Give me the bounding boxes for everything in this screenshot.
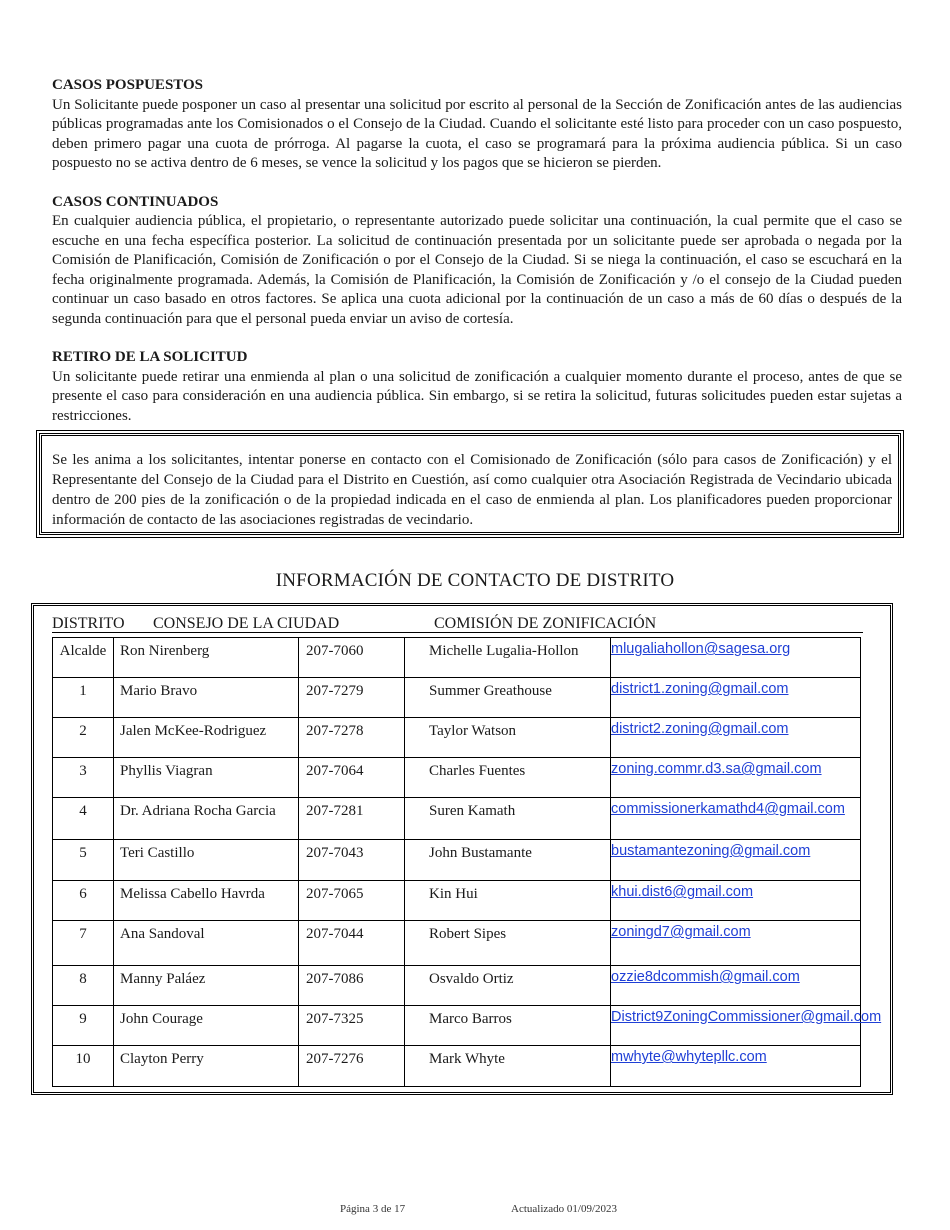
phone-cell: 207-7044	[299, 921, 405, 966]
district-cell: 6	[53, 881, 114, 921]
section-body: Un Solicitante puede posponer un caso al presentar una solicitud por escrito al personal de la Sección de Zonificación antes de las audiencias públicas programadas ante los Comisionados o el Consejo de la Ciudad. Cuando el solicitante esté listo para proceder con un caso pospuesto, deben primero pagar una cuota de prórroga. Al pagarse la cuota, el caso se programará para la próxima audiencia pública. Si un caso pospuesto no se activa dentro de 6 meses, se vence la solicitud y los pagos que se hicieron se pierden.	[52, 96, 902, 171]
commissioner-cell: Suren Kamath	[405, 798, 611, 840]
commissioner-cell: John Bustamante	[405, 840, 611, 881]
district-cell: 10	[53, 1046, 114, 1087]
commissioner-cell: Taylor Watson	[405, 718, 611, 758]
page-number: Página 3 de 17	[340, 1203, 406, 1215]
email-cell	[611, 1006, 882, 1046]
email-cell	[611, 966, 861, 1006]
table-row	[53, 921, 861, 966]
district-cell: 5	[53, 840, 114, 881]
council-member-cell: Dr. Adriana Rocha Garcia	[114, 798, 299, 840]
commissioner-cell: Summer Greathouse	[405, 678, 611, 718]
district-cell: 3	[53, 758, 114, 798]
table-row	[53, 678, 861, 718]
column-header-council: CONSEJO DE LA CIUDAD	[153, 615, 340, 632]
table-row	[53, 718, 861, 758]
phone-cell: 207-7276	[299, 1046, 405, 1087]
section-continued	[52, 193, 902, 330]
email-link[interactable]: District9ZoningCommissioner@gmail.com	[611, 1009, 882, 1025]
district-cell: 2	[53, 718, 114, 758]
table-row	[53, 966, 861, 1006]
council-member-cell: John Courage	[114, 1006, 299, 1046]
email-cell	[611, 881, 861, 921]
email-link[interactable]: bustamantezoning@gmail.com	[611, 843, 811, 859]
email-link[interactable]: ozzie8dcommish@gmail.com	[611, 969, 800, 985]
section-body: Un solicitante puede retirar una enmienda al plan o una solicitud de zonificación a cualquier momento durante el proceso, antes de que se presente el caso para consideración en una audiencia pública. Sin embargo, si se retira la solicitud, futuras solicitudes pueden estar sujetas a restricciones.	[52, 368, 902, 424]
council-member-cell: Melissa Cabello Havrda	[114, 881, 299, 921]
email-link[interactable]: zoning.commr.d3.sa@gmail.com	[611, 761, 822, 777]
email-link[interactable]: zoningd7@gmail.com	[611, 924, 751, 940]
section-body: En cualquier audiencia pública, el propietario, o representante autorizado puede solicitar una continuación, la cual permite que el caso se escuche en una fecha específica posterior. La solicitud de continuación presentada por un solicitante puede ser aprobada o negada por la Comisión de Planificación, Comisión de Zonificación o por el Consejo de la Ciudad. Si se niega la continuación, el caso se escuchará en la fecha originalmente programada. Además, la Comisión de Planificación, la Comisión de Zonificación y /o el consejo de la Ciudad pueden continuar un caso basado en otros factores. Se aplica una cuota adicional por la continuación de un caso a más de 60 días o después de la segunda continuación para que el personal pueda enviar un aviso de cortesía.	[52, 213, 902, 327]
email-link[interactable]: mwhyte@whytepllc.com	[611, 1049, 767, 1065]
email-cell	[611, 678, 861, 718]
commissioner-cell: Osvaldo Ortiz	[405, 966, 611, 1006]
phone-cell: 207-7279	[299, 678, 405, 718]
council-member-cell: Phyllis Viagran	[114, 758, 299, 798]
district-cell: 7	[53, 921, 114, 966]
district-cell: 4	[53, 798, 114, 840]
phone-cell: 207-7281	[299, 798, 405, 840]
phone-cell: 207-7064	[299, 758, 405, 798]
column-header-district: DISTRITO	[52, 615, 125, 632]
council-member-cell: Clayton Perry	[114, 1046, 299, 1087]
commissioner-cell: Michelle Lugalia-Hollon	[405, 638, 611, 678]
email-link[interactable]: district2.zoning@gmail.com	[611, 721, 789, 737]
council-member-cell: Manny Paláez	[114, 966, 299, 1006]
email-cell	[611, 638, 861, 678]
header-rule	[52, 632, 863, 633]
email-link[interactable]: mlugaliahollon@sagesa.org	[611, 641, 791, 657]
notice-box	[39, 433, 901, 535]
section-title: CASOS CONTINUADOS	[52, 193, 219, 210]
section-postponed	[52, 76, 902, 174]
email-cell	[611, 921, 861, 966]
table-row	[53, 881, 861, 921]
district-cell: 9	[53, 1006, 114, 1046]
table-row	[53, 1046, 861, 1087]
district-cell: 8	[53, 966, 114, 1006]
council-member-cell: Teri Castillo	[114, 840, 299, 881]
commissioner-cell: Mark Whyte	[405, 1046, 611, 1087]
email-link[interactable]: district1.zoning@gmail.com	[611, 681, 789, 697]
table-row	[53, 638, 861, 678]
contact-heading: INFORMACIÓN DE CONTACTO DE DISTRITO	[275, 570, 675, 591]
phone-cell: 207-7086	[299, 966, 405, 1006]
phone-cell: 207-7043	[299, 840, 405, 881]
email-cell	[611, 758, 861, 798]
table-row	[53, 840, 861, 881]
phone-cell: 207-7065	[299, 881, 405, 921]
commissioner-cell: Robert Sipes	[405, 921, 611, 966]
phone-cell: 207-7278	[299, 718, 405, 758]
section-title: RETIRO DE LA SOLICITUD	[52, 349, 248, 365]
council-member-cell: Jalen McKee-Rodriguez	[114, 718, 299, 758]
table-row	[53, 758, 861, 798]
notice-text: Se les anima a los solicitantes, intentar ponerse en contacto con el Comisionado de Zonificación (sólo para casos de Zonificación) y el Representante del Consejo de la Ciudad para el Distrito en Cuestión, así como cualquier otra Asociación Registrada de Vecindario ubicada dentro de 200 pies de la zonificación o de la propiedad indicada en el caso de enmienda al plan. Los planificadores pueden proporcionar información de contacto de las asociaciones registradas de vecindario.	[52, 452, 892, 528]
district-cell: Alcalde	[53, 638, 114, 678]
commissioner-cell: Charles Fuentes	[405, 758, 611, 798]
commissioner-cell: Kin Hui	[405, 881, 611, 921]
council-member-cell: Ron Nirenberg	[114, 638, 299, 678]
email-cell	[611, 798, 861, 840]
updated-date: Actualizado 01/09/2023	[511, 1203, 618, 1215]
phone-cell: 207-7325	[299, 1006, 405, 1046]
district-cell: 1	[53, 678, 114, 718]
section-withdrawal	[52, 348, 902, 426]
table-row	[53, 798, 861, 840]
table-row	[53, 1006, 861, 1046]
council-member-cell: Ana Sandoval	[114, 921, 299, 966]
email-link[interactable]: commissionerkamathd4@gmail.com	[611, 801, 845, 817]
column-header-zoning: COMISIÓN DE ZONIFICACIÓN	[434, 615, 657, 632]
council-member-cell: Mario Bravo	[114, 678, 299, 718]
email-cell	[611, 1046, 861, 1087]
text-sections	[52, 76, 902, 445]
phone-cell: 207-7060	[299, 638, 405, 678]
contact-table	[52, 637, 882, 1087]
email-cell	[611, 840, 861, 881]
email-cell	[611, 718, 861, 758]
commissioner-cell: Marco Barros	[405, 1006, 611, 1046]
email-link[interactable]: khui.dist6@gmail.com	[611, 884, 754, 900]
section-title: CASOS POSPUESTOS	[52, 77, 204, 93]
